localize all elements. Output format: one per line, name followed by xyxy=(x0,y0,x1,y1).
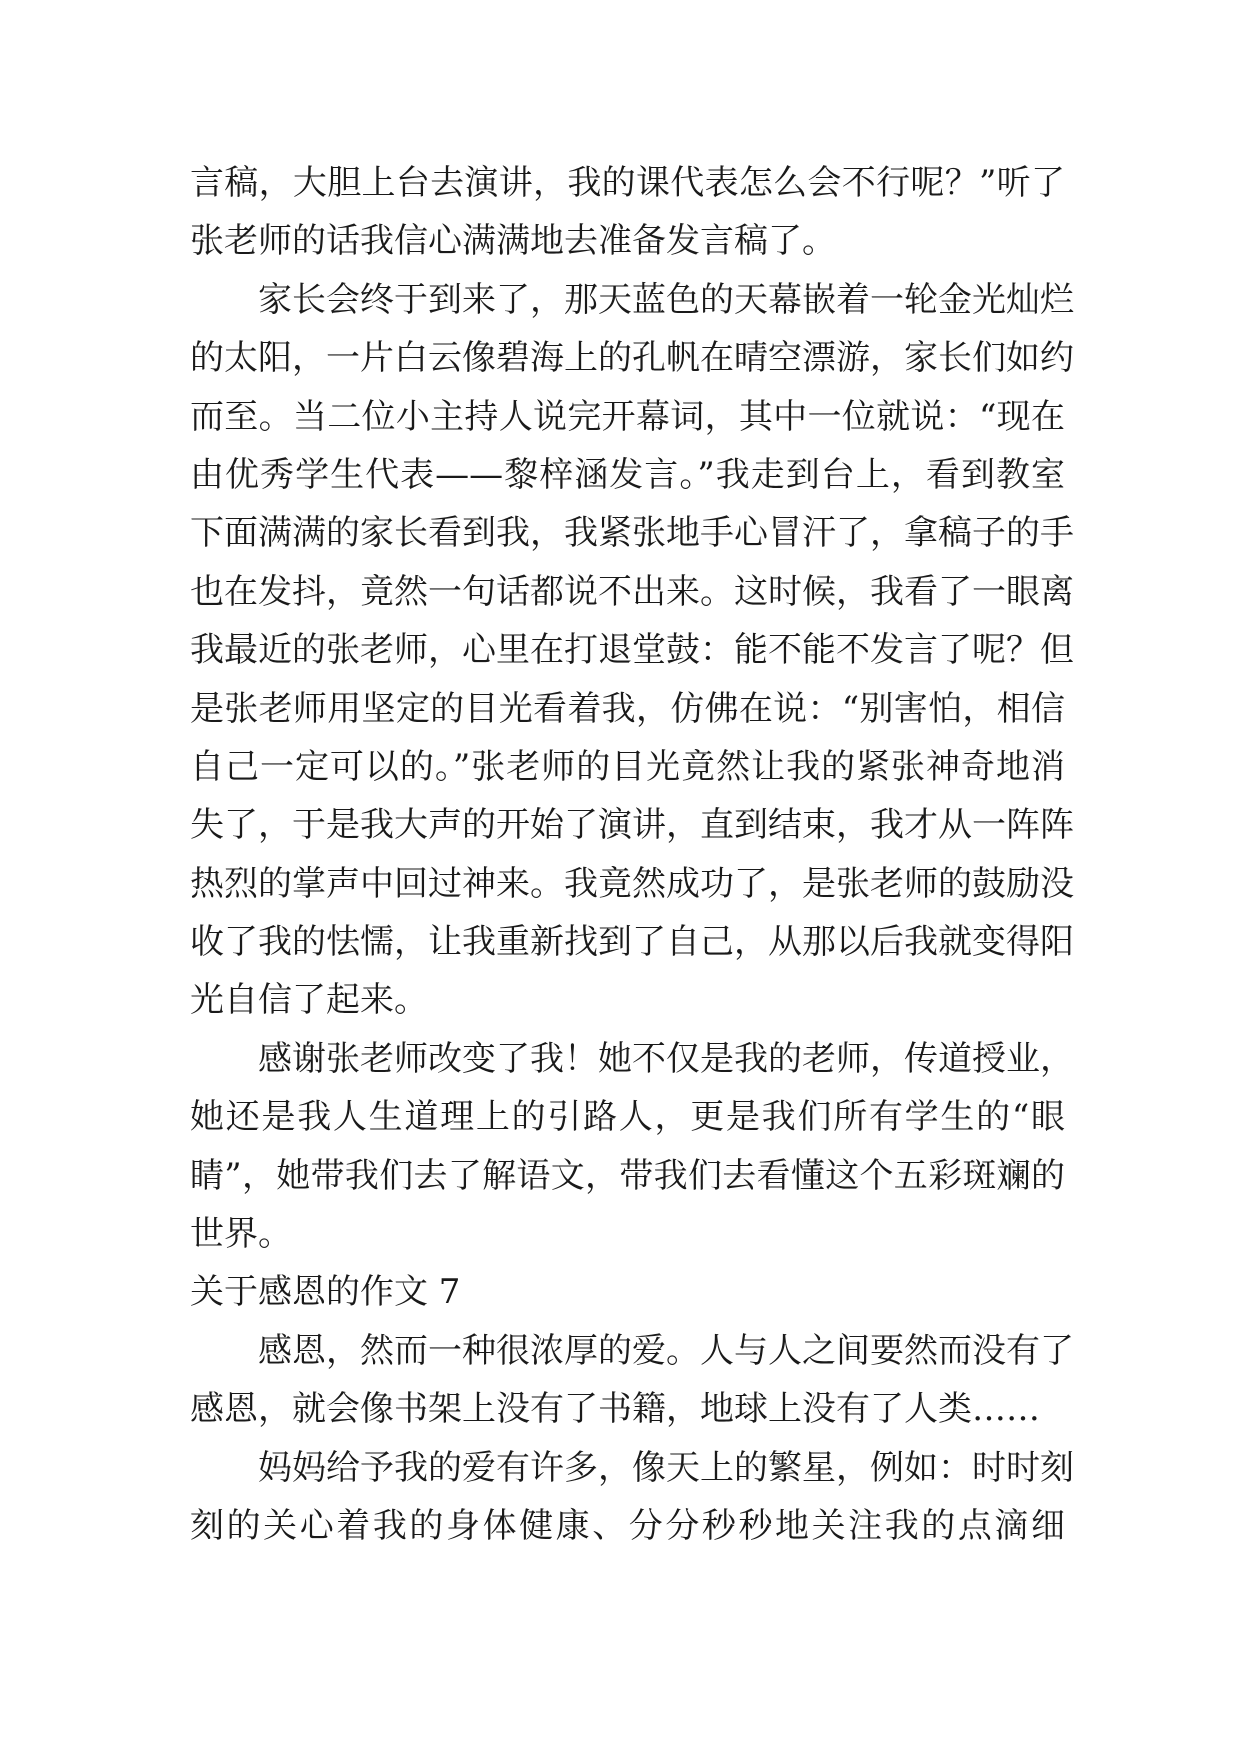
text-line: 的太阳，一片白云像碧海上的孔帆在晴空漂游，家长们如约 xyxy=(190,338,1074,379)
text-line: 感恩，然而一种很浓厚的爱。人与人之间要然而没有了 xyxy=(258,1330,1074,1371)
text-line: 热烈的掌声中回过神来。我竟然成功了，是张老师的鼓励没 xyxy=(190,863,1074,904)
text-line: 刻的关心着我的身体健康、分分秒秒地关注我的点滴细 xyxy=(190,1505,1065,1546)
text-line: 而至。当二位小主持人说完开幕词，其中一位就说：“现在 xyxy=(190,396,1065,437)
text-line: 是张老师用坚定的目光看着我，仿佛在说：“别害怕，相信 xyxy=(190,688,1065,729)
text-line: 下面满满的家长看到我，我紧张地手心冒汗了，拿稿子的手 xyxy=(190,513,1074,554)
text-line: 妈妈给予我的爱有许多，像天上的繁星，例如：时时刻 xyxy=(258,1447,1074,1488)
text-line: 感谢张老师改变了我！她不仅是我的老师，传道授业， xyxy=(258,1038,1074,1079)
text-line: 自己一定可以的。”张老师的目光竟然让我的紧张神奇地消 xyxy=(190,746,1065,787)
text-line: 张老师的话我信心满满地去准备发言稿了。 xyxy=(190,221,836,262)
text-line: 言稿，大胆上台去演讲，我的课代表怎么会不行呢？”听了 xyxy=(190,163,1065,203)
section-heading: 关于感恩的作文 7 xyxy=(190,1272,461,1313)
text-line: 也在发抖，竟然一句话都说不出来。这时候，我看了一眼离 xyxy=(190,571,1074,612)
text-line: 感恩，就会像书架上没有了书籍，地球上没有了人类…… xyxy=(190,1389,1040,1430)
text-line: 睛”，她带我们去了解语文，带我们去看懂这个五彩斑斓的 xyxy=(190,1155,1065,1196)
body-text xyxy=(190,154,1074,1555)
text-line: 光自信了起来。 xyxy=(190,980,428,1021)
text-line: 收了我的怯懦，让我重新找到了自己，从那以后我就变得阳 xyxy=(190,922,1074,963)
text-line: 她还是我人生道理上的引路人，更是我们所有学生的“眼 xyxy=(190,1097,1065,1138)
text-line: 我最近的张老师，心里在打退堂鼓：能不能不发言了呢？但 xyxy=(190,630,1074,671)
text-line: 家长会终于到来了，那天蓝色的天幕嵌着一轮金光灿烂 xyxy=(258,279,1074,320)
text-line: 失了，于是我大声的开始了演讲，直到结束，我才从一阵阵 xyxy=(190,805,1074,846)
text-line: 世界。 xyxy=(190,1214,292,1255)
text-line: 由优秀学生代表——黎梓涵发言。”我走到台上，看到教室 xyxy=(190,454,1065,495)
